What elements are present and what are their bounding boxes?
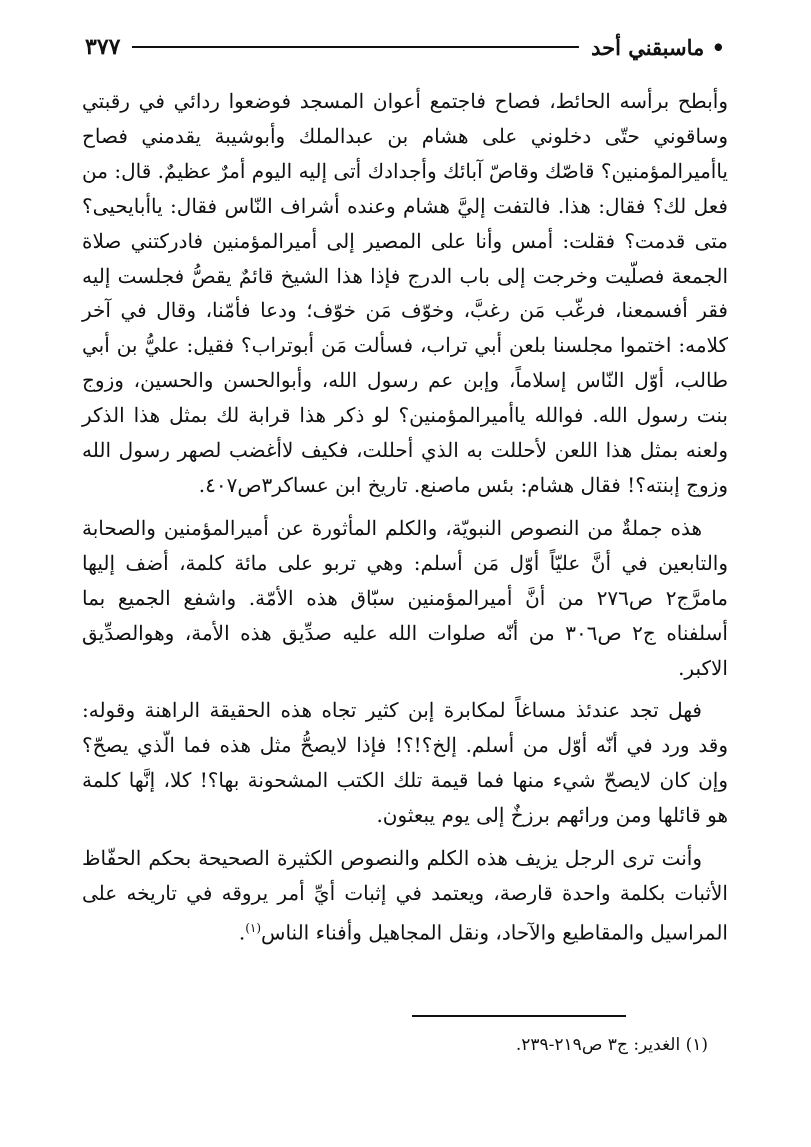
header-rule bbox=[132, 46, 579, 48]
page-number: ٣٧٧ bbox=[85, 34, 121, 60]
footnote-rule bbox=[412, 1015, 626, 1017]
paragraph-text: وأنت ترى الرجل يزيف هذه الكلم والنصوص الكثيرة الصحيحة بحكم الحفّاظ الأثبات بكلمة واحدة قارصة، ويعتمد في إثبات أيِّ أمر يروقه في تاريخه على المراسيل والمقاطيع والآحاد، ونقل المجاهيل وأفناء الناس bbox=[82, 846, 728, 945]
footnote-marker: (١) bbox=[245, 920, 262, 935]
paragraph: هذه جملةٌ من النصوص النبويّة، والكلم المأثورة عن أميرالمؤمنين والصحابة والتابعين في أنَّ عليّاً أوّل مَن أسلم: وهي تربو على مائة كلمة، أضف إليها مامرَّج٢ ص٢٧٦ من أنَّ أميرالمؤمنين سبّاق هذه الأمّة. واشفع الجميع بما أسلفناه ج٢ ص٣٠٦ من أنّه صلوات الله عليه صدِّيق هذه الأمة، وهوالصدِّيق الاكبر. bbox=[82, 515, 729, 680]
paragraph: فهل تجد عندئذ مساغاً لمكابرة إبن كثير تجاه هذه الحقيقة الراهنة وقوله: وقد ورد في أنّه أوّل من أسلم. إلخ؟!؟! فإذا لايصحُّ مثل هذه فما الّذي يصحّ؟ وإن كان لايصحّ شيء منها فما قيمة تلك الكتب المشحونة بها؟! كلا، إنَّها كلمة هو قائلها ومن ورائهم برزخٌ إلى يوم يبعثون. bbox=[82, 698, 728, 828]
paragraph-with-footnote: وأنت ترى الرجل يزيف هذه الكلم والنصوص الكثيرة الصحيحة بحكم الحفّاظ الأثبات بكلمة واحدة قارصة، ويعتمد في إثبات أيِّ أمر يروقه في تاريخه على المراسيل والمقاطيع والآحاد، ونقل المجاهيل وأفناء الناس$^{(١)}$. bbox=[82, 846, 728, 945]
page-header bbox=[85, 30, 725, 64]
footnote: (١) الغدير: ج٣ ص٢١٩-٢٣٩. bbox=[515, 1035, 708, 1055]
body-text bbox=[82, 84, 728, 950]
paragraph: وأبطح برأسه الحائط، فصاح فاجتمع أعوان المسجد فوضعوا ردائي في رقبتي وساقوني حتّى دخلوني على هشام بن عبدالملك وأبوشيبة يقدمني فصاح ياأميرالمؤمنين؟ قاصّك وقاصّ آبائك وأجدادك أتى إليه اليوم أمرٌ عظيمٌ. قال: من فعل لك؟ فقال: هذا. فالتفت إليَّ هشام وعنده أشراف النّاس فقال: ياأبايحيى؟ متى قدمت؟ فقلت: أمس وأنا على المصير إلى أميرالمؤمنين فادركتني صلاة الجمعة فصلّيت وخرجت إلى باب الدرج فإذا هذا الشيخ قائمٌ يقصُّ فجلست إليه فقر أفسمعنا، فرغّب مَن رغبَّ، وخوّف مَن خوّف؛ ودعا فأمّنا، وقال في آخر كلامه: اختموا مجلسنا بلعن أبي تراب، فسألت مَن أبوتراب؟ فقيل: عليُّ بن أبي طالب، أوّل النّاس إسلاماً، وإبن عم رسول الله، وأبوالحسن والحسين، وزوج بنت رسول الله. فوالله ياأميرالمؤمنين؟ لو ذكر هذا قرابة لك بمثل هذا الذكر ولعنه بمثل هذا اللعن لأحللت به الذي أحللت، فكيف لاأغضب لصهر رسول الله وزوج إبنته؟! فقال هشام: بئس ماصنع. تاريخ ابن عساكر٣ص٤٠٧. bbox=[82, 89, 728, 497]
running-title: • ماسبقني أحد bbox=[591, 34, 725, 60]
